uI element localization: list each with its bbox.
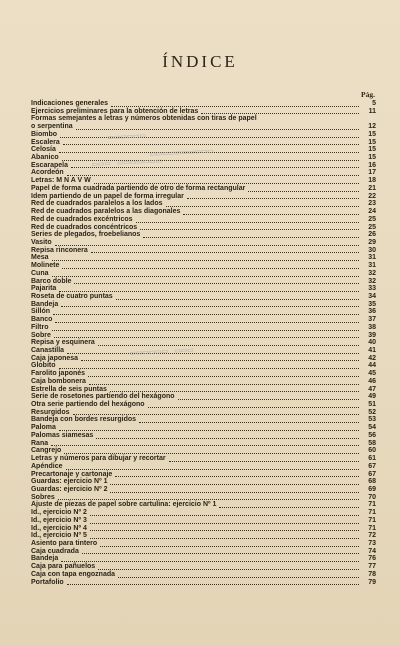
toc-entry-page: 41	[368, 347, 376, 355]
toc-entry-label: Id., ejercicio Nº 2	[31, 509, 87, 517]
toc-entry	[31, 339, 376, 347]
toc-entry-page: 5	[372, 100, 376, 108]
toc-entry-label: Caja para pañuelos	[31, 563, 96, 571]
toc-entry-page: 26	[368, 231, 376, 239]
toc-entry-label: Apéndice	[31, 462, 63, 470]
toc-entry-page: 61	[368, 455, 376, 463]
dot-leader	[51, 440, 359, 446]
dot-leader	[52, 271, 360, 277]
toc-entry-label: Id., ejercicio Nº 5	[31, 532, 87, 540]
dot-leader	[187, 193, 359, 199]
stamp-mark: ▭▭▭▭▭▭	[107, 130, 147, 144]
toc-entry-label: Cangrejo	[31, 447, 62, 455]
toc-entry	[31, 509, 376, 517]
toc-entry-page: 71	[368, 524, 376, 532]
toc-entry-label: Otra serie partiendo del hexágono	[31, 401, 145, 409]
toc-entry-page: 29	[368, 238, 376, 246]
toc-entry	[31, 548, 376, 556]
toc-entry-page: 77	[368, 563, 376, 571]
dot-leader	[115, 471, 359, 477]
toc-entry	[31, 563, 376, 571]
toc-entry-label: Repisa y esquinera	[31, 339, 95, 347]
toc-entry-label: Ajuste de piezas de papel sobre cartulina: ejercicio Nº 1	[31, 501, 217, 509]
toc-entry-page: 15	[368, 146, 376, 154]
toc-entry-label: Guardas: ejercicio Nº 1	[31, 478, 108, 486]
toc-entry	[31, 540, 376, 548]
toc-entry-label: Filtro	[31, 323, 49, 331]
toc-entry-page: 18	[368, 177, 376, 185]
toc-entry-label: Portafolio	[31, 578, 64, 586]
dot-leader	[96, 433, 359, 439]
toc-entry	[31, 440, 376, 448]
toc-entry-label: Barco doble	[31, 277, 72, 285]
toc-entry-page: 60	[368, 447, 376, 455]
dot-leader	[90, 533, 359, 539]
dot-leader	[73, 409, 359, 415]
toc-entry-page: 70	[368, 493, 376, 501]
toc-entry	[31, 115, 376, 123]
dot-leader	[143, 232, 359, 238]
toc-entry-page: 76	[368, 555, 376, 563]
toc-entry-page: 15	[368, 138, 376, 146]
toc-entry	[31, 579, 376, 587]
toc-entry	[31, 278, 376, 286]
dot-leader	[148, 402, 359, 408]
toc-entry-page: 51	[368, 401, 376, 409]
toc-entry-page: 56	[368, 431, 376, 439]
toc-entry	[31, 301, 376, 309]
toc-entry-page: 54	[368, 424, 376, 432]
dot-leader	[81, 355, 359, 361]
toc-entry	[31, 316, 376, 324]
toc-entry-page: 15	[368, 154, 376, 162]
dot-leader	[52, 325, 360, 331]
toc-entry	[31, 324, 376, 332]
dot-leader	[67, 579, 359, 585]
toc-entry	[31, 262, 376, 270]
toc-entry-label: Id., ejercicio Nº 4	[31, 524, 87, 532]
dot-leader	[91, 247, 359, 253]
toc-entry	[31, 401, 376, 409]
dot-leader	[52, 255, 359, 261]
toc-entry-label: Sobre	[31, 331, 51, 339]
dot-leader	[58, 494, 359, 500]
toc-entry-label: Estrella de seis puntas	[31, 385, 107, 393]
dot-leader	[98, 340, 359, 346]
toc-entry	[31, 347, 376, 355]
toc-entry-label: Red de cuadrados paralelos a los lados	[31, 200, 163, 208]
dot-leader	[55, 317, 359, 323]
toc-entry-label: Precartonaje y cartonaje	[31, 470, 113, 478]
toc-entry-page: 47	[368, 385, 376, 393]
toc-entry-label: Paloma	[31, 424, 56, 432]
stamp-mark: ▭▭▭▭▭▭▭▭▭▭	[149, 146, 215, 160]
toc-entry-page: 34	[368, 292, 376, 300]
toc-entry-page: 52	[368, 408, 376, 416]
toc-entry-label: Formas semejantes a letras y números obtenidas con tiras de papel	[31, 115, 257, 123]
toc-entry	[31, 362, 376, 370]
toc-entry	[31, 532, 376, 540]
toc-entry-page: 25	[368, 223, 376, 231]
toc-entry-page: 32	[368, 269, 376, 277]
toc-entry	[31, 293, 376, 301]
dot-leader	[59, 286, 359, 292]
toc-entry	[31, 185, 376, 193]
toc-entry	[31, 355, 376, 363]
toc-entry-label: Red de cuadrados concéntricos	[31, 223, 138, 231]
toc-entry	[31, 463, 376, 471]
dot-leader	[89, 379, 359, 385]
dot-leader	[166, 201, 360, 207]
toc-entry-label: o serpentina	[31, 123, 73, 131]
toc-entry	[31, 216, 376, 224]
toc-entry-page: 78	[368, 570, 376, 578]
toc-entry-label: Pajarita	[31, 285, 57, 293]
dot-leader	[53, 309, 359, 315]
toc-entry-page: 71	[368, 509, 376, 517]
toc-entry-page: 74	[368, 547, 376, 555]
toc-entry-label: Caja japonesa	[31, 354, 79, 362]
dot-leader	[100, 541, 359, 547]
toc-entry	[31, 224, 376, 232]
dot-leader	[201, 108, 359, 114]
dot-leader	[54, 332, 359, 338]
dot-leader	[67, 348, 359, 354]
dot-leader	[59, 363, 360, 369]
dot-leader	[74, 278, 359, 284]
toc-entry-label: Guardas: ejercicio Nº 2	[31, 485, 108, 493]
toc-entry-label: Rana	[31, 439, 49, 447]
toc-entry-label: Ejercicios preliminares para la obtención de letras	[31, 107, 199, 115]
toc-entry-page: 32	[368, 277, 376, 285]
dot-leader	[178, 394, 359, 400]
toc-entry	[31, 308, 376, 316]
toc-entry-label: Palomas siamesas	[31, 431, 94, 439]
toc-entry-label: Canastilla	[31, 347, 65, 355]
toc-entry-page: 22	[368, 192, 376, 200]
dot-leader	[169, 456, 359, 462]
dot-leader	[90, 510, 359, 516]
toc-entry-page: 39	[368, 331, 376, 339]
dot-leader	[90, 525, 359, 531]
stamp-mark: ▭▭▭ ▭▭▭▭▭▭▭	[91, 156, 163, 170]
toc-entry-page: 17	[368, 169, 376, 177]
toc-entry-label: Resurgidos	[31, 408, 70, 416]
toc-entry-label: Papel de forma cuadrada partiendo de otro de forma rectangular	[31, 184, 246, 192]
toc-entry-label: Caja con tapa engoznada	[31, 570, 116, 578]
dot-leader	[60, 132, 359, 138]
toc-entry-page: 33	[368, 285, 376, 293]
toc-entry	[31, 471, 376, 479]
toc-entry-label: Escarapela	[31, 161, 68, 169]
toc-entry	[31, 455, 376, 463]
toc-entry-label: Globito	[31, 362, 56, 370]
toc-entry-label: Cuna	[31, 269, 49, 277]
dot-leader	[110, 479, 359, 485]
stamp-mark: ▭▭▭▭▭▭ ▭▭▭	[129, 345, 195, 359]
toc-entry	[31, 409, 376, 417]
toc-entry	[31, 239, 376, 247]
toc-entry-label: Escalera	[31, 138, 60, 146]
dot-leader	[248, 186, 359, 192]
toc-entry-page: 38	[368, 323, 376, 331]
toc-entry-page: 30	[368, 246, 376, 254]
toc-entry	[31, 432, 376, 440]
dot-leader	[62, 263, 359, 269]
toc-entry	[31, 332, 376, 340]
toc-entry-page: 72	[368, 532, 376, 540]
toc-entry	[31, 193, 376, 201]
toc-entry	[31, 208, 376, 216]
toc-entry	[31, 424, 376, 432]
toc-entry	[31, 285, 376, 293]
toc-entry-page: 49	[368, 393, 376, 401]
toc-entry-label: Vasito	[31, 238, 52, 246]
table-of-contents	[31, 100, 376, 586]
toc-entry	[31, 393, 376, 401]
toc-entry-label: Acordeón	[31, 169, 64, 177]
toc-entry-label: Molinete	[31, 262, 60, 270]
dot-leader	[183, 209, 359, 215]
toc-entry-label: Caja cuadrada	[31, 547, 79, 555]
toc-entry	[31, 177, 376, 185]
toc-entry	[31, 370, 376, 378]
toc-entry	[31, 247, 376, 255]
toc-entry-label: Repisa rinconera	[31, 246, 88, 254]
toc-entry-label: Asiento para tintero	[31, 539, 98, 547]
toc-entry-page: 11	[368, 107, 376, 115]
dot-leader	[110, 487, 359, 493]
toc-entry	[31, 231, 376, 239]
toc-entry	[31, 254, 376, 262]
toc-entry-page: 16	[368, 161, 376, 169]
toc-entry-page: 67	[368, 470, 376, 478]
toc-entry-label: Letras y números para dibujar y recortar	[31, 455, 166, 463]
toc-entry-label: Indicaciones generales	[31, 100, 109, 108]
toc-entry-page: 45	[368, 370, 376, 378]
dot-leader	[55, 240, 359, 246]
dot-leader	[90, 518, 359, 524]
toc-entry-page: 67	[368, 462, 376, 470]
dot-leader	[61, 301, 359, 307]
dot-leader	[94, 178, 359, 184]
toc-entry-label: Serie de rosetones partiendo del hexágono	[31, 393, 175, 401]
toc-entry-label: Mesa	[31, 254, 49, 262]
toc-entry	[31, 478, 376, 486]
toc-entry	[31, 200, 376, 208]
toc-entry	[31, 123, 376, 131]
toc-entry-page: 25	[368, 215, 376, 223]
toc-entry	[31, 447, 376, 455]
dot-leader	[64, 448, 359, 454]
dot-leader	[140, 224, 359, 230]
toc-entry-label: Biombo	[31, 130, 58, 138]
toc-entry-label: Id., ejercicio Nº 3	[31, 516, 87, 524]
toc-entry-page: 37	[368, 316, 376, 324]
toc-entry	[31, 525, 376, 533]
toc-entry-page: 69	[368, 485, 376, 493]
dot-leader	[88, 371, 359, 377]
toc-entry-page: 68	[368, 478, 376, 486]
toc-entry-label: Bandeja	[31, 300, 59, 308]
toc-entry-label: Letras: M N A V W	[31, 177, 91, 185]
toc-entry-page: 73	[368, 539, 376, 547]
toc-entry	[31, 270, 376, 278]
toc-entry-page: 31	[368, 254, 376, 262]
dot-leader	[76, 124, 359, 130]
toc-entry-page: 40	[368, 339, 376, 347]
toc-entry-page: 31	[368, 262, 376, 270]
toc-entry	[31, 378, 376, 386]
dot-leader	[66, 464, 359, 470]
toc-entry-page: 79	[368, 578, 376, 586]
toc-entry	[31, 494, 376, 502]
toc-entry	[31, 162, 376, 170]
toc-entry-page: 42	[368, 354, 376, 362]
toc-entry-page: 12	[368, 123, 376, 131]
toc-entry	[31, 486, 376, 494]
dot-leader	[98, 564, 359, 570]
toc-entry	[31, 571, 376, 579]
toc-entry	[31, 517, 376, 525]
toc-entry-label: Series de plegados, froebelianos	[31, 231, 141, 239]
toc-entry	[31, 100, 376, 108]
toc-entry-page: 44	[368, 362, 376, 370]
toc-entry	[31, 386, 376, 394]
page-title: ÍNDICE	[162, 52, 238, 71]
toc-entry-page: 23	[368, 200, 376, 208]
toc-entry-page: 24	[368, 208, 376, 216]
toc-entry-page: 35	[368, 300, 376, 308]
toc-entry-label: Caja bombonera	[31, 377, 86, 385]
toc-entry-label: Bandeja	[31, 555, 59, 563]
toc-entry-page: 71	[368, 501, 376, 509]
toc-entry	[31, 139, 376, 147]
toc-entry	[31, 416, 376, 424]
toc-entry-page: 15	[368, 130, 376, 138]
page-column-header: Pág.	[361, 90, 375, 99]
dot-leader	[61, 556, 359, 562]
toc-entry-label: Red de cuadrados paralelos a las diagonales	[31, 208, 181, 216]
dot-leader	[136, 217, 359, 223]
dot-leader	[110, 386, 359, 392]
toc-entry-page: 53	[368, 416, 376, 424]
dot-leader	[139, 417, 359, 423]
toc-entry-page: 71	[368, 516, 376, 524]
toc-entry	[31, 131, 376, 139]
toc-entry-label: Farolito japonés	[31, 370, 86, 378]
toc-entry-label: Sobres	[31, 493, 55, 501]
toc-entry-label: Banco	[31, 316, 53, 324]
toc-entry-label: Sillón	[31, 308, 51, 316]
dot-leader	[67, 170, 359, 176]
toc-entry-label: Bandeja con bordes resurgidos	[31, 416, 137, 424]
dot-leader	[219, 502, 359, 508]
toc-entry-page: 46	[368, 377, 376, 385]
toc-entry-label: Abanico	[31, 154, 59, 162]
dot-leader	[111, 101, 359, 107]
toc-entry-page: 21	[368, 184, 376, 192]
toc-entry-page: 58	[368, 439, 376, 447]
dot-leader	[118, 572, 359, 578]
toc-entry	[31, 555, 376, 563]
toc-entry-label: Idem partiendo de un papel de forma irregular	[31, 192, 184, 200]
dot-leader	[116, 294, 359, 300]
toc-entry-page: 36	[368, 308, 376, 316]
toc-entry	[31, 501, 376, 509]
dot-leader	[59, 425, 359, 431]
toc-entry-label: Celosía	[31, 146, 56, 154]
dot-leader	[82, 548, 359, 554]
toc-entry-label: Roseta de cuatro puntas	[31, 292, 113, 300]
toc-entry	[31, 108, 376, 116]
toc-entry	[31, 169, 376, 177]
toc-entry-label: Red de cuadrados excéntricos	[31, 215, 133, 223]
